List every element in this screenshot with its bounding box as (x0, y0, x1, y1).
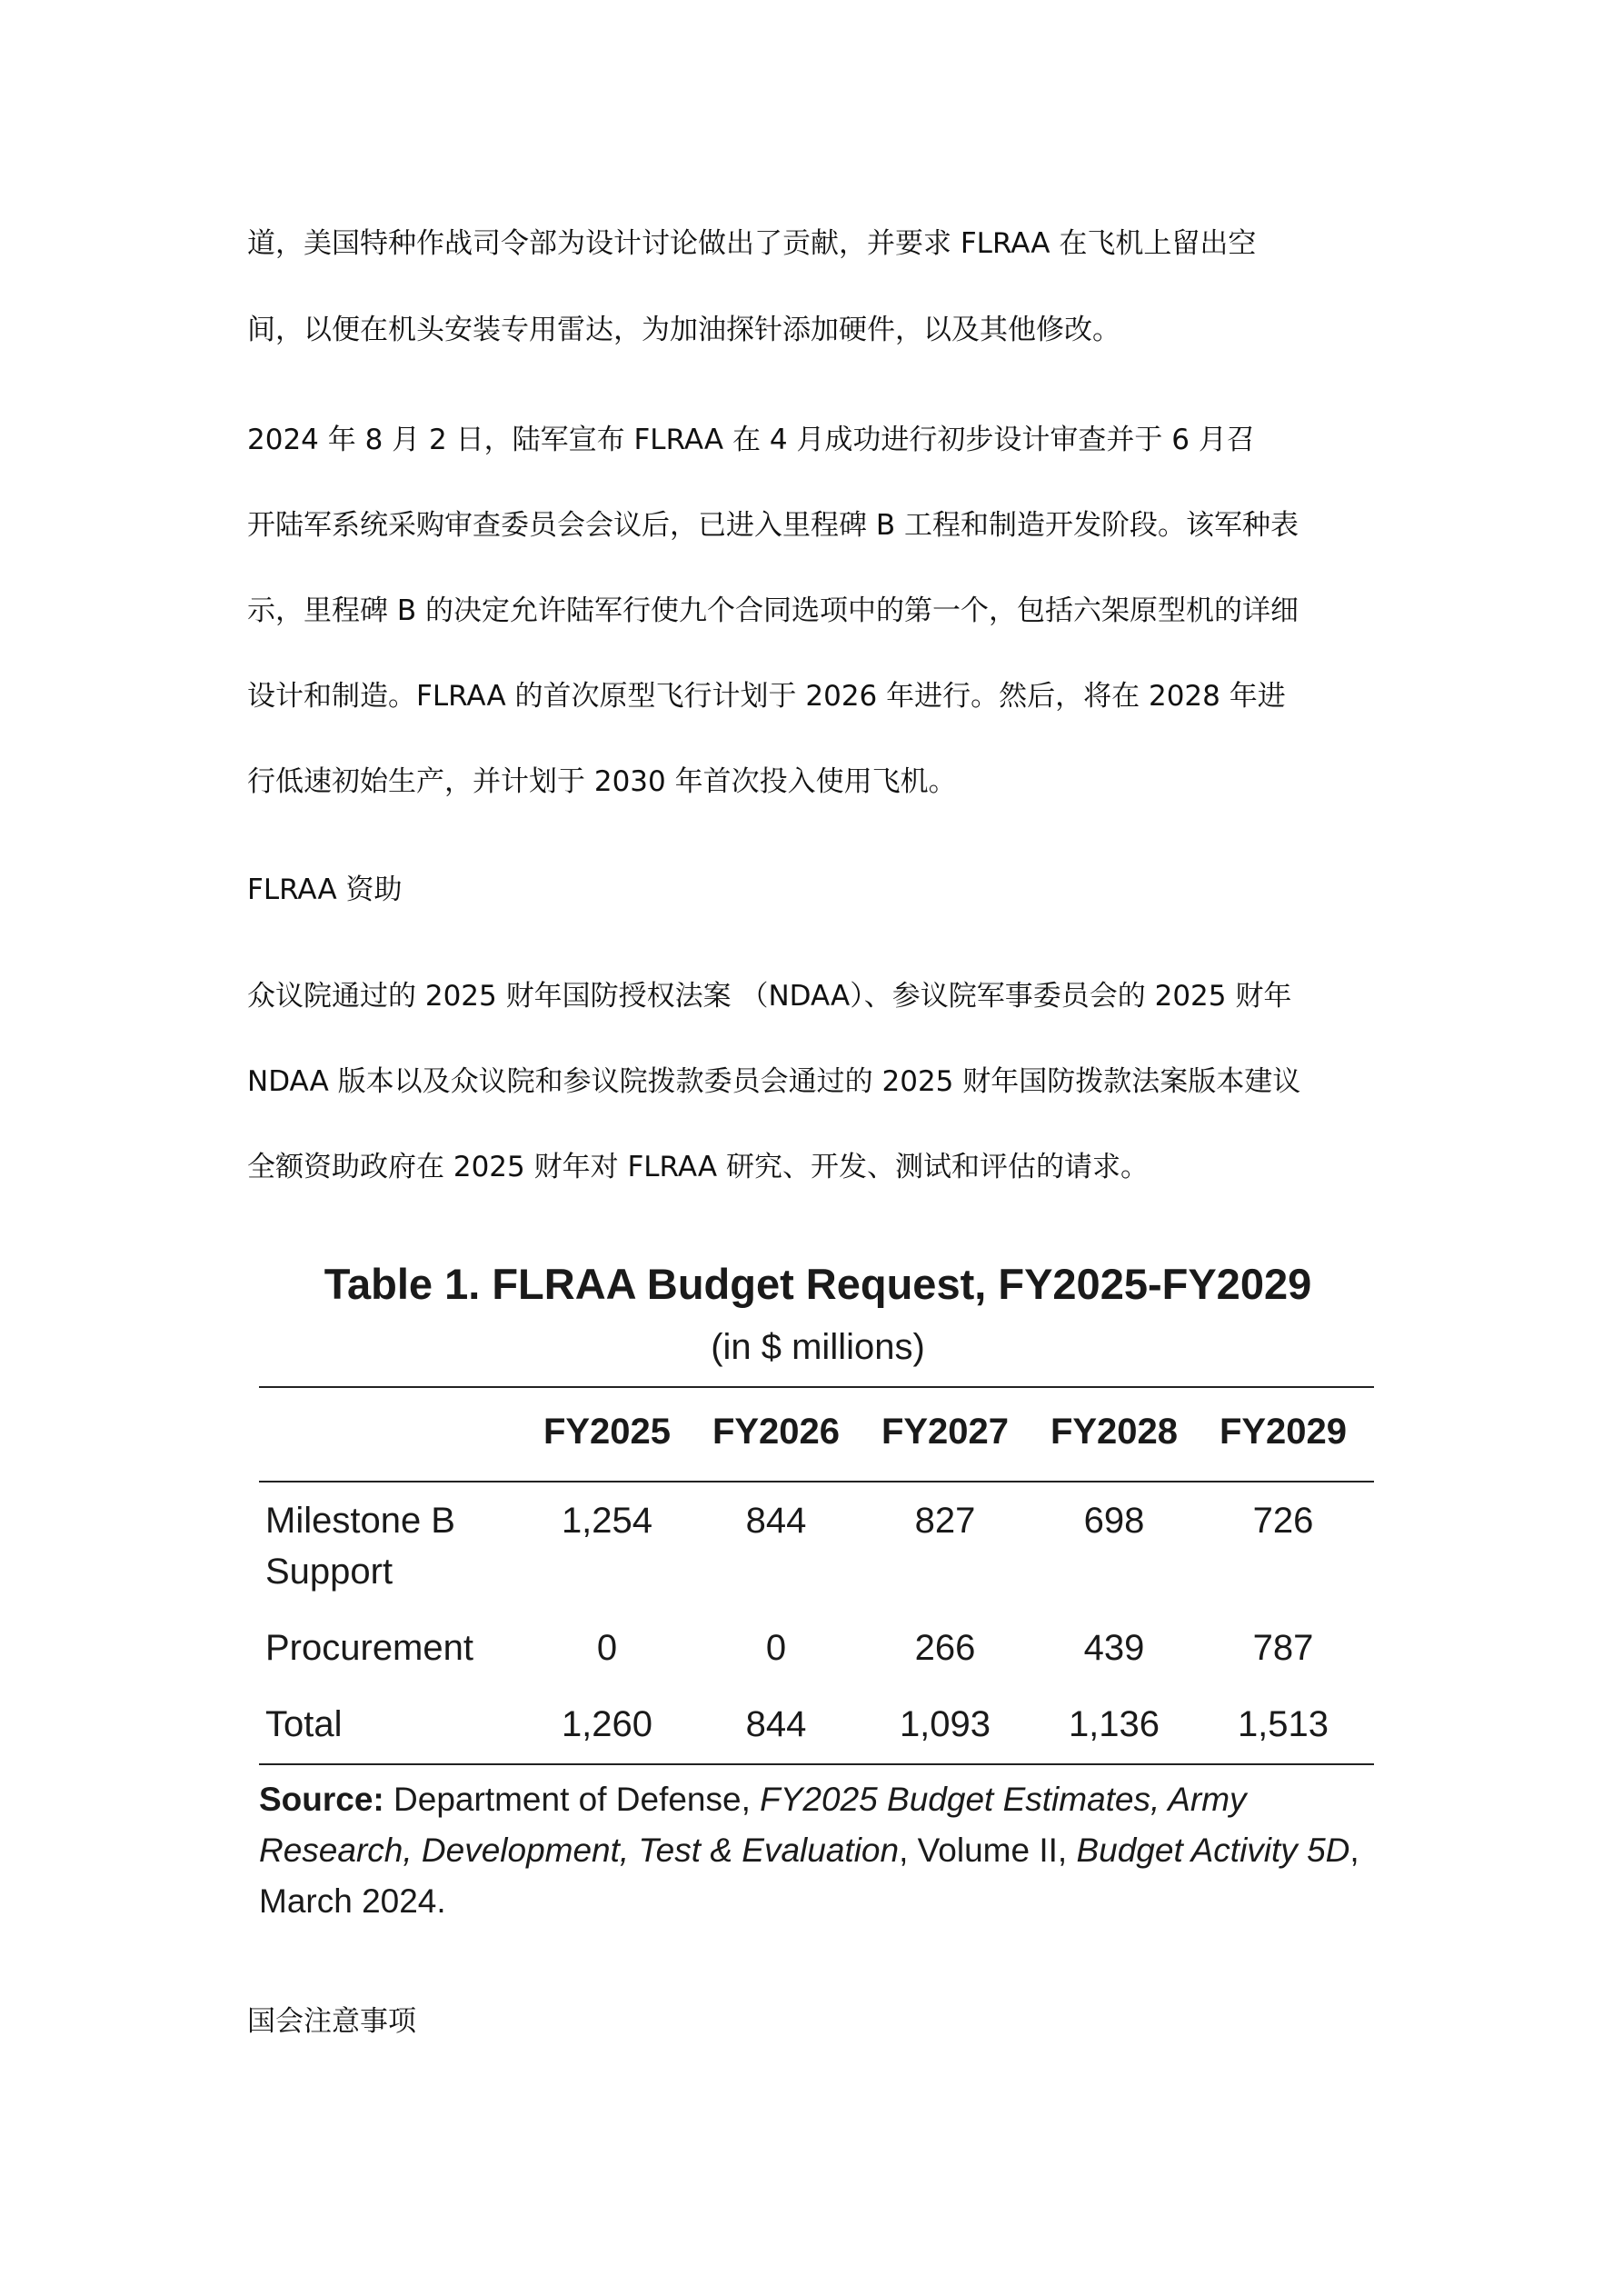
paragraph-3 (247, 973, 1392, 1191)
table-cell: 439 (1083, 1628, 1145, 1668)
text-line: 2024 年 8 月 2 日，陆军宣布 FLRAA 在 4 月成功进行初步设计审查并于 6 月召 (247, 424, 1255, 456)
section-heading-congress: 国会注意事项 (247, 2005, 416, 2038)
text-line: 道，美国特种作战司令部为设计讨论做出了贡献，并要求 FLRAA 在飞机上留出空 (247, 227, 1257, 260)
table-cell: 726 (1252, 1501, 1314, 1541)
table-cell: 1,260 (561, 1704, 653, 1744)
row-label (265, 1495, 455, 1597)
paragraph-2 (247, 416, 1392, 816)
row-label: Total (265, 1704, 343, 1744)
text-line: 示，里程碑 B 的决定允许陆军行使九个合同选项中的第一个，包括六架原型机的详细 (247, 594, 1299, 627)
column-header: FY2029 (1219, 1412, 1348, 1452)
column-header: FY2025 (543, 1412, 672, 1452)
column-header: FY2026 (712, 1412, 841, 1452)
table-cell: 1,254 (561, 1501, 653, 1541)
table-top-rule (259, 1386, 1374, 1388)
row-label: Procurement (265, 1628, 473, 1668)
table-cell: 698 (1083, 1501, 1145, 1541)
table-cell: 787 (1252, 1628, 1314, 1668)
table-cell: 266 (914, 1628, 976, 1668)
table-cell: 1,513 (1237, 1704, 1329, 1744)
row-label-line: Support (265, 1552, 393, 1592)
table-cell: 827 (914, 1501, 976, 1541)
text-line: 行低速初始生产，并计划于 2030 年首次投入使用飞机。 (247, 765, 957, 798)
table-cell: 844 (745, 1704, 807, 1744)
section-heading-funding: FLRAA 资助 (247, 873, 403, 906)
table-subtitle: (in $ millions) (711, 1327, 925, 1367)
budget-table (254, 1241, 1381, 1932)
column-header: FY2028 (1050, 1412, 1179, 1452)
table-cell: 844 (745, 1501, 807, 1541)
source-text: , Volume II, (899, 1832, 1077, 1869)
text-line: NDAA 版本以及众议院和参议院拨款委员会通过的 2025 财年国防拨款法案版本建议 (247, 1065, 1301, 1098)
table-cell: 0 (765, 1628, 787, 1668)
text-line: 全额资助政府在 2025 财年对 FLRAA 研究、开发、测试和评估的请求。 (247, 1151, 1149, 1183)
text-line: 开陆军系统采购审查委员会会议后，已进入里程碑 B 工程和制造开发阶段。该军种表 (247, 509, 1299, 542)
source-text: Department of Defense, (383, 1781, 761, 1818)
source-activity: Budget Activity 5D (1076, 1832, 1350, 1869)
table-cell: 1,136 (1068, 1704, 1160, 1744)
table-cell: 1,093 (899, 1704, 991, 1744)
table-title: Table 1. FLRAA Budget Request, FY2025-FY2029 (324, 1260, 1312, 1308)
row-label-line: Milestone B (265, 1501, 455, 1541)
text-line: 众议院通过的 2025 财年国防授权法案 （NDAA）、参议院军事委员会的 2025 财年 (247, 980, 1292, 1013)
source-title: FY2025 Budget Estimates, Army Research, Development, Test & Evaluation (259, 1781, 1247, 1869)
source-text: , March 2024. (259, 1832, 1359, 1920)
paragraph-1 (247, 220, 1392, 347)
table-bottom-rule (259, 1763, 1374, 1765)
text-line: 设计和制造。FLRAA 的首次原型飞行计划于 2026 年进行。然后，将在 2028 年进 (247, 680, 1286, 713)
column-header: FY2027 (881, 1412, 1010, 1452)
table-source-note (259, 1774, 1381, 1927)
table-cell: 0 (596, 1628, 618, 1668)
header-rule (259, 1481, 1374, 1482)
text-line: 间，以便在机头安装专用雷达，为加油探针添加硬件，以及其他修改。 (247, 314, 1120, 346)
source-label: Source: (259, 1781, 384, 1818)
